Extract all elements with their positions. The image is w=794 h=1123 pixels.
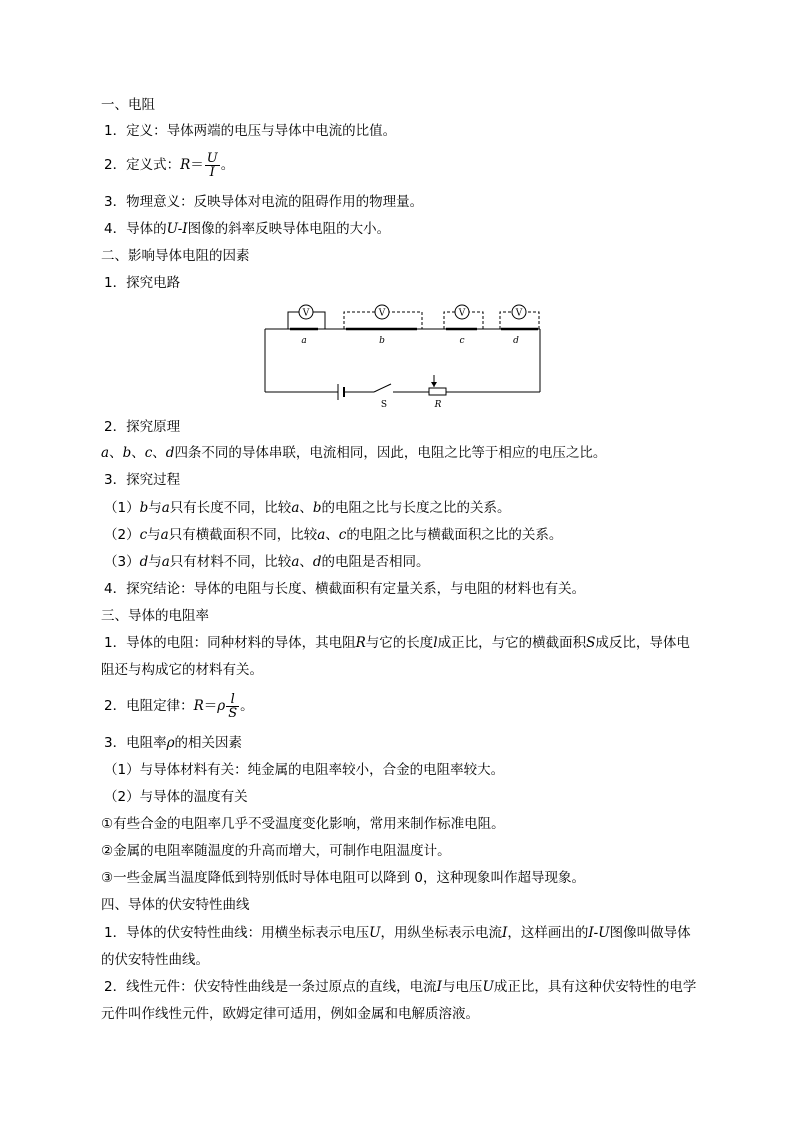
text: 、: [131, 445, 145, 461]
list-item: [104, 553, 430, 571]
list-item: （1）与导体材料有关：纯金属的电阻率较小，合金的电阻率较大。: [104, 762, 505, 778]
var: l: [433, 635, 438, 651]
voltmeter-label: V: [515, 308, 523, 319]
paragraph: 阻还与构成它的材料有关。: [101, 662, 263, 678]
var: I: [436, 979, 442, 995]
formula-line: [104, 689, 254, 723]
paragraph: 3．探究过程: [104, 472, 181, 488]
text: 2．定义式：: [104, 157, 181, 173]
voltmeter-label: V: [302, 308, 310, 319]
text: 与电压: [441, 979, 483, 995]
text: 。: [220, 157, 235, 173]
text: 、: [109, 445, 123, 461]
text: 2．线性元件：伏安特性曲线是一条过原点的直线，电流: [104, 979, 437, 995]
numerator: l: [226, 693, 239, 707]
paragraph: [104, 924, 691, 942]
formula-line: [104, 148, 234, 182]
section-heading: 三、导体的电阻率: [101, 608, 209, 624]
var: I-U: [588, 925, 610, 941]
text: ，用纵坐标表示电流: [380, 925, 502, 941]
text: 。: [240, 698, 254, 714]
paragraph: 1．探究电路: [104, 275, 181, 291]
text: 成反比，导体电: [595, 635, 690, 651]
paragraph: [101, 444, 606, 462]
circuit-diagram: [258, 300, 550, 412]
text: 图像叫做导体: [609, 925, 691, 941]
voltmeter-label: V: [458, 308, 466, 319]
text: 3．电阻率: [104, 735, 167, 751]
text: （1）: [104, 500, 140, 516]
text: （2）: [104, 527, 140, 543]
equals-sign: ＝: [203, 698, 218, 714]
conductor-label-c: c: [459, 336, 465, 346]
var: a: [161, 500, 170, 516]
var: ρ: [166, 735, 175, 751]
text: 只有长度不同，比较: [169, 500, 292, 516]
paragraph: 元件叫作线性元件，欧姆定律可适用，例如金属和电解质溶液。: [101, 1006, 479, 1022]
list-item: [104, 526, 562, 544]
var: d: [139, 554, 149, 570]
section-heading: 四、导体的伏安特性曲线: [101, 897, 250, 913]
var: S: [586, 635, 596, 651]
text: 的电阻之比与长度之比的关系。: [321, 500, 511, 516]
denominator: I: [209, 164, 215, 180]
var-R: R: [180, 157, 191, 173]
var-rho: ρ: [217, 698, 226, 714]
var: I: [501, 925, 508, 941]
fraction: [205, 152, 220, 179]
text: 1．导体的电阻：同种材料的导体，其电阻: [104, 635, 356, 651]
var: a: [317, 527, 326, 543]
section-heading: 一、电阻: [101, 97, 155, 113]
text: 的电阻之比与横截面积之比的关系。: [346, 527, 563, 543]
voltmeter-label: V: [378, 308, 386, 319]
text: 4．导体的: [104, 221, 167, 237]
text: 与: [147, 527, 161, 543]
var: a: [291, 554, 300, 570]
text: 与它的长度: [365, 635, 434, 651]
var: a: [160, 527, 169, 543]
paragraph: [104, 634, 690, 652]
paragraph: 1．定义：导体两端的电压与导体中电流的比值。: [104, 123, 397, 139]
text: 、: [152, 445, 166, 461]
text: 、: [299, 500, 313, 516]
list-item: [104, 499, 511, 517]
text: 与: [148, 500, 162, 516]
text: 只有横截面积不同，比较: [168, 527, 318, 543]
text: ，这样画出的: [507, 925, 589, 941]
var-R: R: [193, 698, 204, 714]
conductor-label-b: b: [379, 336, 385, 346]
text: （3）: [104, 554, 140, 570]
text: 的电阻是否相同。: [321, 554, 430, 570]
var: c: [338, 527, 347, 543]
denominator: S: [228, 705, 238, 721]
text: 成正比，具有这种伏安特性的电学: [493, 979, 697, 995]
text: 、: [325, 527, 339, 543]
var: d: [312, 554, 322, 570]
equals-sign: ＝: [190, 157, 204, 173]
var: a: [291, 500, 300, 516]
list-item: ②金属的电阻率随温度的升高而增大，可制作电阻温度计。: [101, 843, 451, 859]
paragraph: [104, 220, 390, 238]
var: U: [369, 925, 381, 941]
var: b: [139, 500, 149, 516]
list-item: （2）与导体的温度有关: [104, 789, 248, 805]
conductor-label-d: d: [513, 336, 519, 346]
paragraph: 4．探究结论：导体的电阻与长度、横截面积有定量关系，与电阻的材料也有关。: [104, 581, 586, 597]
var-a: a: [101, 445, 110, 461]
text: 1．导体的伏安特性曲线：用横坐标表示电压: [104, 925, 370, 941]
var: a: [161, 554, 170, 570]
paragraph: [104, 734, 242, 752]
text: 与: [148, 554, 162, 570]
var-d: d: [165, 445, 175, 461]
text: 四条不同的导体串联，电流相同，因此，电阻之比等于相应的电压之比。: [174, 445, 607, 461]
list-item: ①有些合金的电阻率几乎不受温度变化影响，常用来制作标准电阻。: [101, 816, 505, 832]
var: c: [139, 527, 148, 543]
var: R: [355, 635, 366, 651]
text: 2．电阻定律：: [104, 698, 194, 714]
var-c: c: [144, 445, 153, 461]
list-item: ③一些金属当温度降低到特别低时导体电阻可以降到 0，这种现象叫作超导现象。: [101, 870, 585, 886]
fraction: [226, 693, 239, 720]
paragraph: 2．探究原理: [104, 419, 181, 435]
text: 只有材料不同，比较: [169, 554, 292, 570]
numerator: U: [206, 150, 218, 166]
text: 的相关因素: [174, 735, 243, 751]
text: 、: [299, 554, 313, 570]
var: U: [482, 979, 494, 995]
var-b: b: [122, 445, 132, 461]
var-UI: U-I: [166, 221, 188, 237]
var: b: [312, 500, 322, 516]
paragraph: 的伏安特性曲线。: [101, 952, 209, 968]
paragraph: [104, 978, 696, 996]
conductor-label-a: a: [301, 336, 307, 346]
switch-label: S: [380, 400, 388, 410]
text: 图像的斜率反映导体电阻的大小。: [187, 221, 391, 237]
rheostat-label: R: [434, 400, 442, 410]
paragraph: 3．物理意义：反映导体对电流的阻碍作用的物理量。: [104, 194, 424, 210]
section-heading: 二、影响导体电阻的因素: [101, 248, 250, 264]
text: 成正比，与它的横截面积: [437, 635, 587, 651]
